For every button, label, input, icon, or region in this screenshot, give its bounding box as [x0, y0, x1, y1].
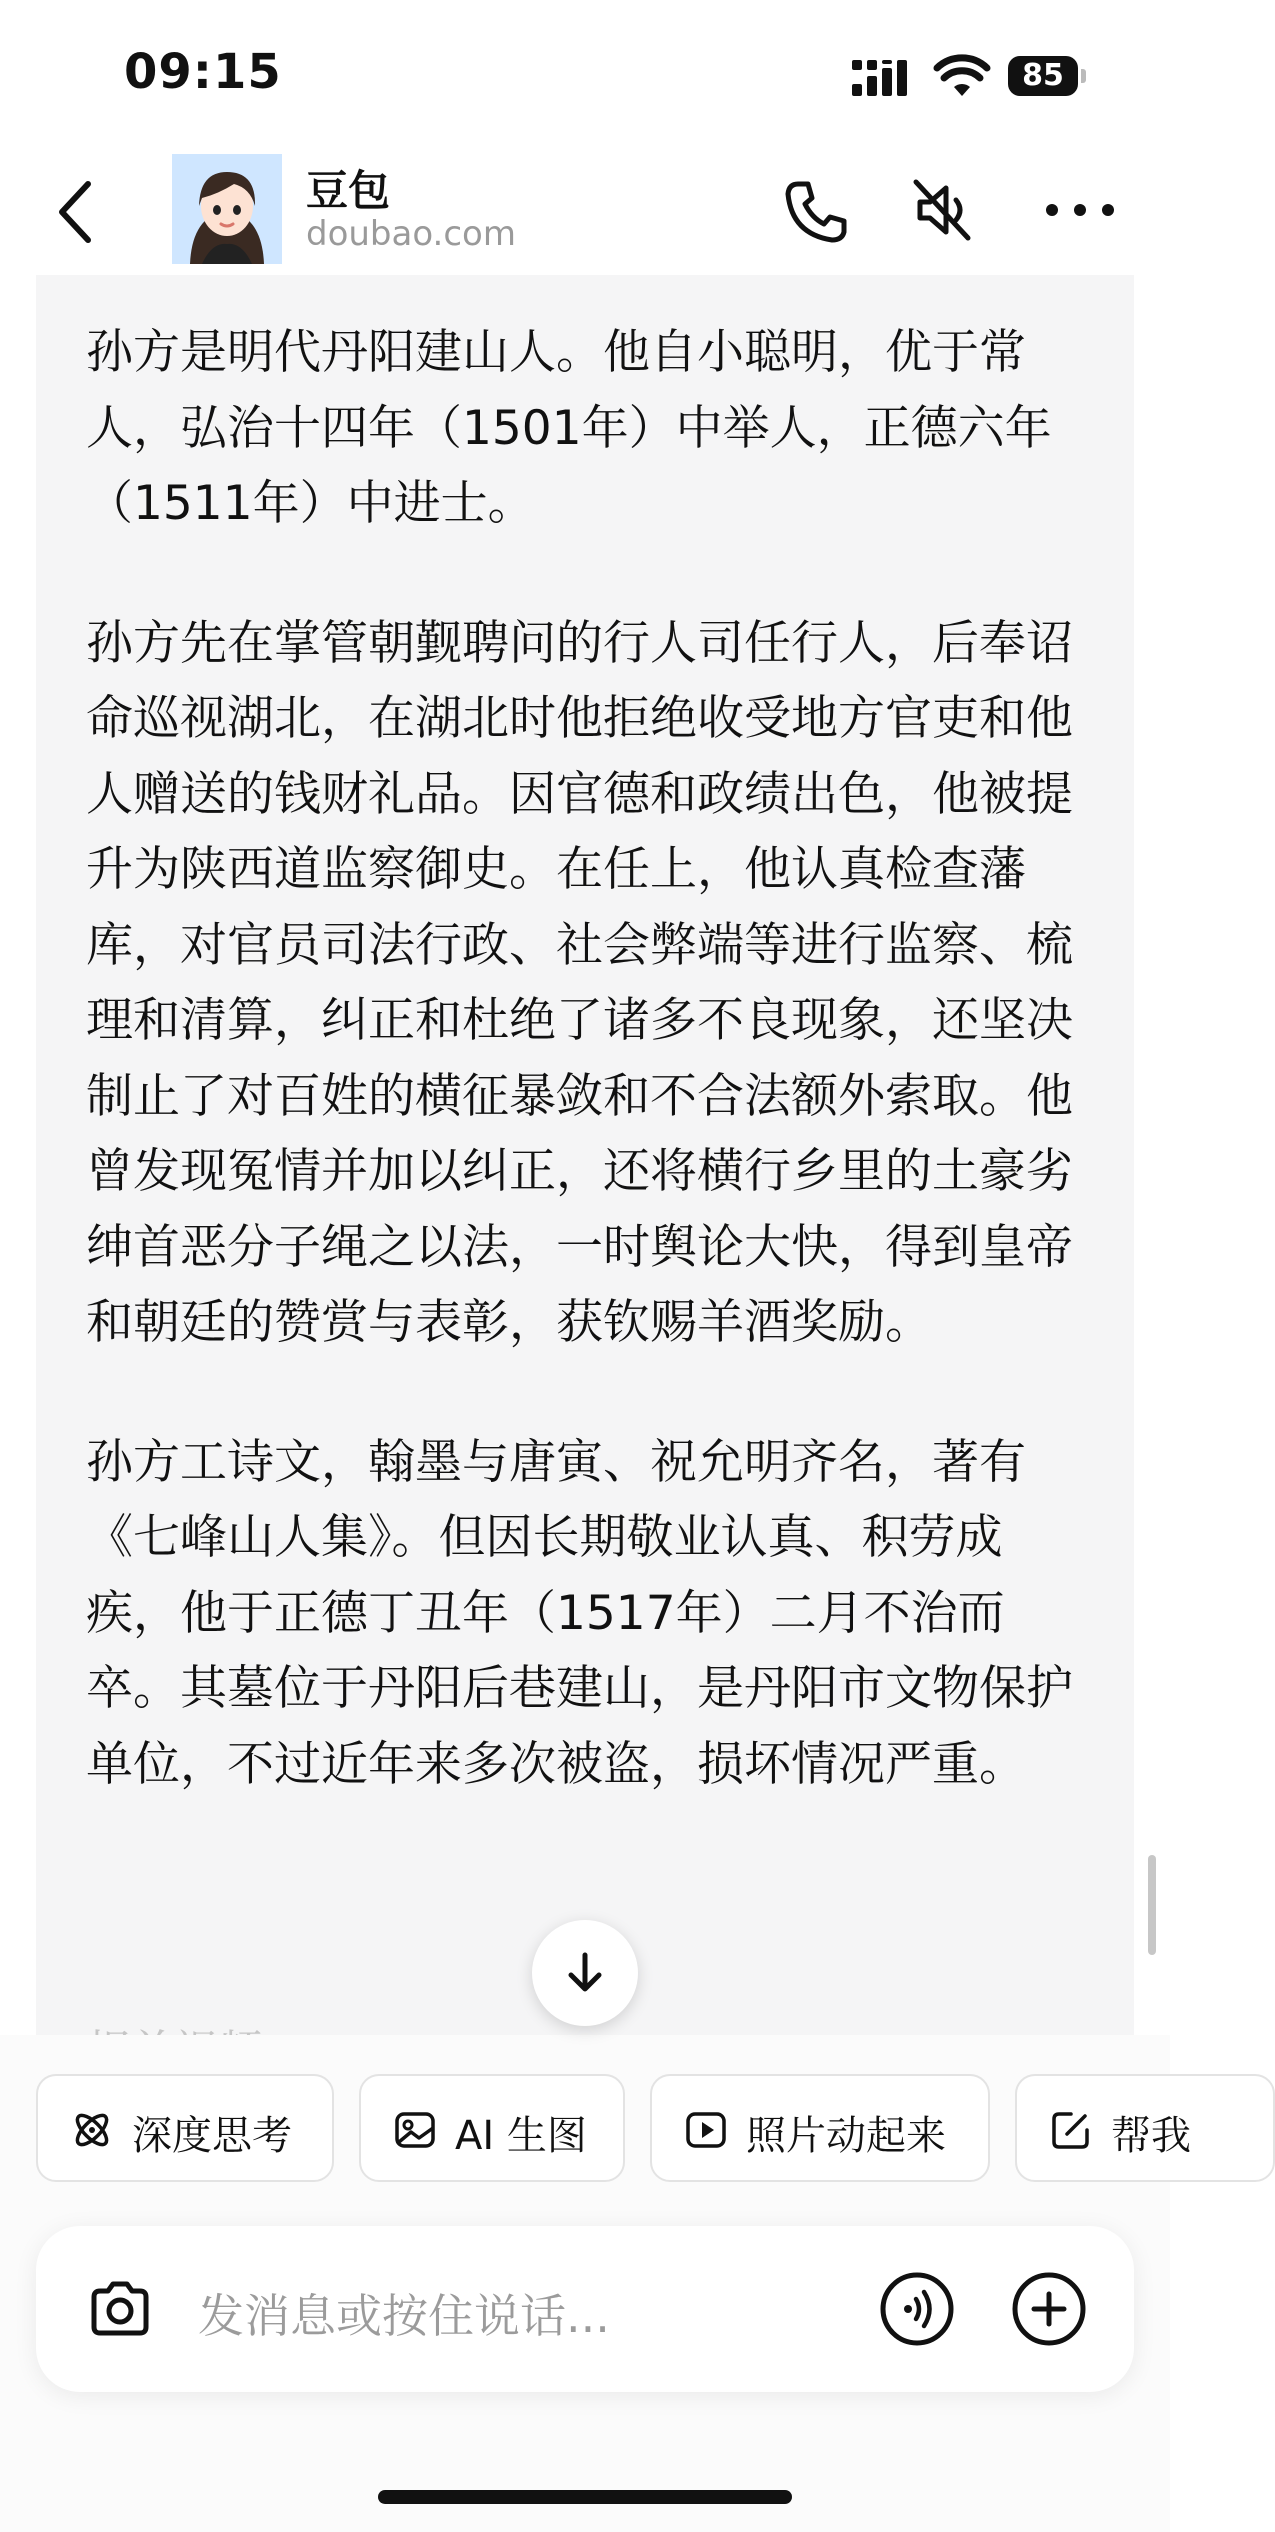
- cellular-signal-icon: [852, 60, 916, 96]
- camera-icon[interactable]: [84, 2273, 156, 2345]
- edit-icon: [1049, 2108, 1093, 2152]
- assistant-message: [36, 275, 1134, 2035]
- play-icon: [684, 2108, 728, 2152]
- bot-name: 豆包: [306, 166, 391, 215]
- speaker-mute-icon[interactable]: [906, 174, 978, 246]
- message-paragraph: 孙方工诗文，翰墨与唐寅、祝允明齐名，著有《七峰山人集》。但因长期敬业认真、积劳成疾，他于正德丁丑年（1517年）二月不治而卒。其墓位于丹阳后巷建山，是丹阳市文物保护单位，不过近年来多次被盗，损坏情况严重。: [86, 1434, 1073, 1792]
- bot-domain: doubao.com: [306, 214, 516, 254]
- chip-deep-thinking[interactable]: [36, 2074, 334, 2182]
- message-paragraph: 孙方是明代丹阳建山人。他自小聪明，优于常人，弘治十四年（1501年）中举人，正德六年（1511年）中进士。: [86, 325, 1052, 531]
- bot-avatar[interactable]: [172, 154, 282, 264]
- chip-label: 照片动起来: [746, 2113, 946, 2159]
- voice-call-icon[interactable]: [878, 2270, 956, 2348]
- chip-help-write[interactable]: [1015, 2074, 1275, 2182]
- chip-label: 深度思考: [132, 2113, 292, 2159]
- back-button[interactable]: [48, 172, 108, 252]
- scroll-to-bottom-button[interactable]: [532, 1920, 638, 2026]
- scrollbar[interactable]: [1148, 1855, 1156, 1955]
- chip-label: AI 生图: [455, 2113, 587, 2159]
- chip-animate-photo[interactable]: [650, 2074, 990, 2182]
- quick-action-chips: [36, 2074, 1191, 2190]
- chat-header: [0, 150, 1170, 275]
- message-input-bar: [36, 2226, 1134, 2392]
- battery-cap: [1081, 69, 1086, 83]
- atom-icon: [70, 2108, 114, 2152]
- battery-level: 85: [1008, 56, 1078, 96]
- status-time: 09:15: [124, 44, 282, 100]
- chip-label: 帮我: [1111, 2113, 1191, 2159]
- status-bar: [0, 0, 1170, 150]
- battery-icon: [1008, 56, 1086, 96]
- message-input[interactable]: 发消息或按住说话...: [198, 2289, 610, 2343]
- message-paragraph: 孙方先在掌管朝觐聘问的行人司任行人，后奉诏命巡视湖北，在湖北时他拒绝收受地方官吏和他人赠送的钱财礼品。因官德和政绩出色，他被提升为陕西道监察御史。在任上，他认真检查藩库，对官员司法行政、社会弊端等进行监察、梳理和清算，纠正和杜绝了诸多不良现象，还坚决制止了对百姓的横征暴敛和不合法额外索取。他曾发现冤情并加以纠正，还将横行乡里的土豪劣绅首恶分子绳之以法，一时舆论大快，得到皇帝和朝廷的赞赏与表彰，获钦赐羊酒奖励。: [86, 615, 1073, 1350]
- home-indicator[interactable]: [378, 2490, 792, 2504]
- message-content: [86, 315, 1086, 1866]
- more-options-icon[interactable]: [1040, 190, 1120, 230]
- chip-ai-image[interactable]: [359, 2074, 625, 2182]
- wifi-icon: [934, 56, 990, 98]
- image-icon: [393, 2108, 437, 2152]
- add-icon[interactable]: [1010, 2270, 1088, 2348]
- avatar-illustration-icon: [172, 154, 282, 264]
- phone-call-icon[interactable]: [780, 176, 852, 248]
- arrow-down-icon: [563, 1951, 607, 1995]
